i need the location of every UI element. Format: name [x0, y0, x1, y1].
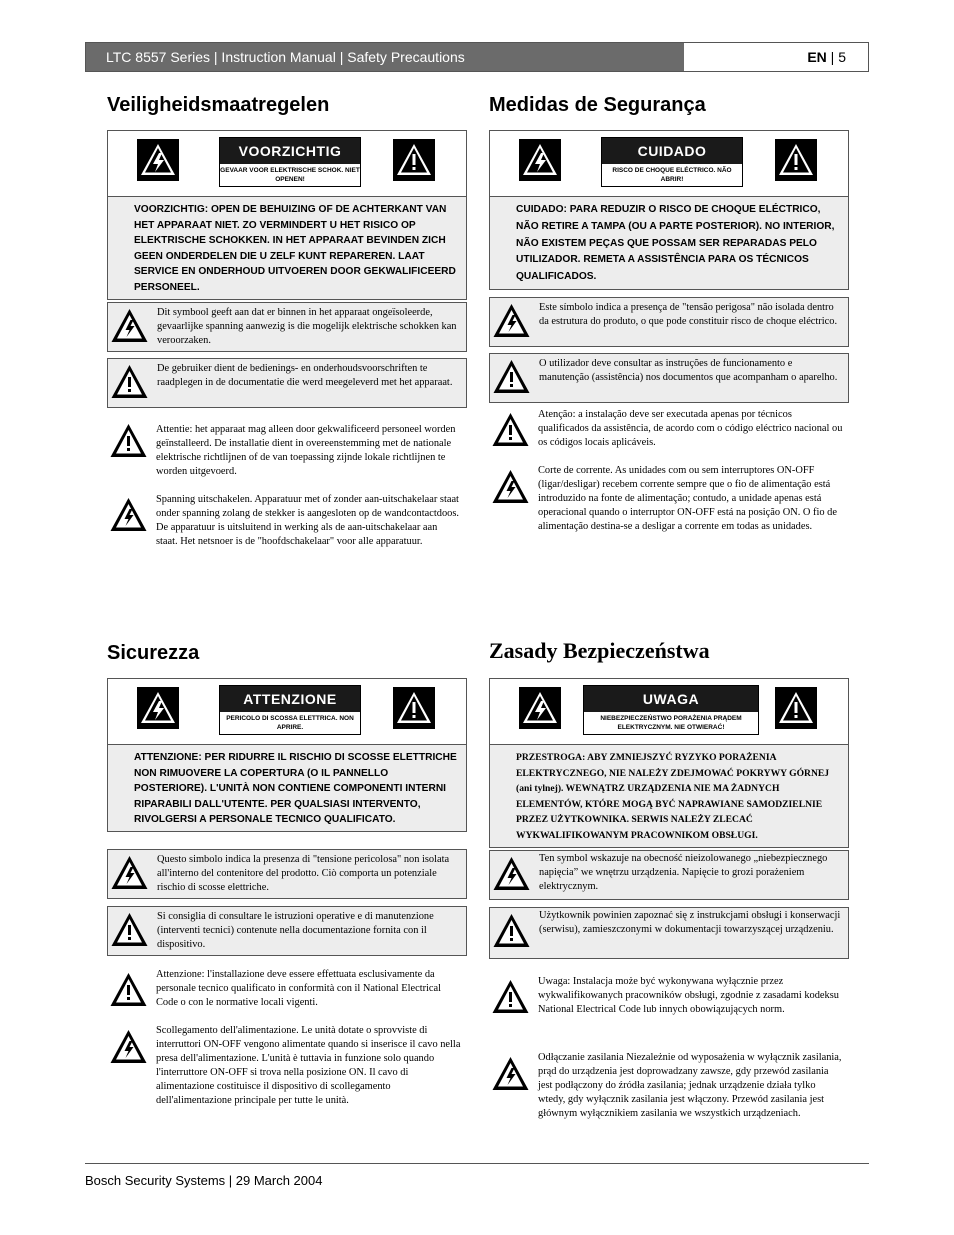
header-separator: | — [830, 49, 835, 65]
bolt-warning-icon — [108, 852, 151, 894]
exclamation-warning-icon — [108, 361, 151, 403]
safety-item — [107, 906, 467, 956]
bolt-warning-icon — [107, 1026, 150, 1068]
section-title: Zasady Bezpieczeństwa — [489, 638, 710, 663]
section-title: Medidas de Segurança — [489, 94, 706, 116]
safety-item-text: Odłączanie zasilania Niezależnie od wyposażenia w wyłącznik zasilania, prąd do urządzenia jest doprowadzany zawsze, gdy przewód zasilania jest podłączony do źródła zasilania; jednak urządzenie działa tylko wtedy, gdy wyłącznik zasilania jest włączony. Przewód zasilania jest głównym wyłącznikiem zasilania we wszystkich urządzeniach. — [538, 1052, 842, 1119]
safety-item-text: Uwaga: Instalacja może być wykonywana wyłącznie przez wykwalifikowanych pracowników obsługi, zgodnie z zasadami kodeksu National Electrical Code lub innych obowiązujących norm. — [538, 976, 839, 1015]
safety-item — [489, 353, 849, 403]
safety-item — [489, 1048, 849, 1138]
safety-item — [107, 302, 467, 352]
safety-item — [489, 297, 849, 347]
section-title: Sicurezza — [107, 642, 200, 664]
warning-text: CUIDADO: PARA REDUZIR O RISCO DE CHOQUE ELÉCTRICO, NÃO RETIRE A TAMPA (OU A PARTE POSTERIOR). NO INTERIOR, NÃO EXISTEM PEÇAS QUE POSSAM SER REPARADAS PELO UTILIZADOR. REMETA A ASSISTÊNCIA PARA OS TÉCNICOS QUALIFICADOS. — [490, 197, 848, 289]
exclamation-warning-icon — [393, 139, 435, 181]
warning-text: VOORZICHTIG: OPEN DE BEHUIZING OF DE ACHTERKANT VAN HET APPARAAT NIET. ZO VERMINDERT U HET RISICO OP ELEKTRISCHE SCHOKKEN. IN HET APPARAAT BEVINDEN ZICH GEEN ONDERDELEN DIE U ZELF KUNT REPAREREN. LAAT SERVICE EN ONDERHOUD UITVOEREN DOOR GEKWALIFICEERD PERSONEEL. — [108, 197, 466, 299]
caution-label — [219, 685, 361, 735]
exclamation-warning-icon — [107, 420, 150, 462]
safety-item — [489, 907, 849, 959]
caution-label — [601, 137, 743, 187]
section-polish — [489, 638, 851, 1119]
exclamation-warning-icon — [108, 909, 151, 951]
section-title: Veiligheidsmaatregelen — [107, 94, 330, 116]
bolt-warning-icon — [519, 139, 561, 181]
warning-text: ATTENZIONE: PER RIDURRE IL RISCHIO DI SCOSSE ELETTRICHE NON RIMUOVERE LA COPERTURA (O IL PANNELLO POSTERIORE). L'UNITÀ NON CONTIENE COMPONENTI INTERNI RIPARABILI DALL'UTENTE. PER QUALSIASI INTERVENTO, RIVOLGERSI A PERSONALE TECNICO QUALIFICATO. — [108, 745, 466, 831]
safety-item-text: Questo simbolo indica la presenza di "tensione pericolosa" non isolata all'interno del contenitore del prodotto. Ciò comporta un potenziale rischio di scosse elettriche. — [157, 854, 450, 893]
safety-item-text: O utilizador deve consultar as instruções de funcionamento e manutenção (assistência) nos documentos que acompanham o aparelho. — [539, 358, 838, 383]
bolt-warning-icon — [108, 305, 151, 347]
section-italian — [107, 640, 469, 1106]
safety-item-text: Attenzione: l'installazione deve essere effettuata esclusivamente da personale tecnico qualificato in conformità con il National Electrical Code o con le normative locali vigenti. — [156, 969, 442, 1008]
caution-label — [583, 685, 759, 735]
warning-text: PRZESTROGA: ABY ZMNIEJSZYĆ RYZYKO PORAŻENIA ELEKTRYCZNEGO, NIE NALEŻY ZDEJMOWAĆ POKRYWY GÓRNEJ (ani tylnej). WEWNĄTRZ URZĄDZENIA NIE MA ŻADNYCH ELEMENTÓW, KTÓRE MOGĄ BYĆ NAPRAWIANE SAMODZIELNIE PRZEZ UŻYTKOWNIKA. SERWIS NALEŻY ZLECAĆ WYKWALIFIKOWANYM PRACOWNIKOM OBSŁUGI. — [490, 745, 848, 847]
bolt-warning-icon — [489, 466, 532, 508]
caution-label-title: VOORZICHTIG — [220, 138, 360, 164]
safety-item — [107, 358, 467, 408]
header-page-number: 5 — [838, 49, 846, 65]
caution-label-subtitle: RISCO DE CHOQUE ELÉCTRICO. NÃO ABRIR! — [612, 167, 732, 183]
warning-box — [107, 130, 467, 300]
footer-text: Bosch Security Systems | 29 March 2004 — [85, 1173, 323, 1188]
caution-label-subtitle: GEVAAR VOOR ELEKTRISCHE SCHOK. NIET OPENEN! — [220, 167, 360, 183]
exclamation-warning-icon — [775, 687, 817, 729]
exclamation-warning-icon — [775, 139, 817, 181]
caution-label-title: UWAGA — [584, 686, 758, 712]
caution-label-subtitle: PERICOLO DI SCOSSA ELETTRICA. NON APRIRE. — [226, 715, 354, 731]
safety-item-text: Corte de corrente. As unidades com ou sem interruptores ON-OFF (ligar/desligar) recebem corrente sempre que o fio de alimentação está introduzido na fonte de alimentação; contudo, a unidade apenas está operacional quando o interruptor ON-OFF está na posição ON. O fio de alimentação destina-se a desligar a corrente em todas as unidades. — [538, 465, 837, 532]
bolt-warning-icon — [519, 687, 561, 729]
exclamation-warning-icon — [489, 409, 532, 451]
bolt-warning-icon — [490, 853, 533, 895]
exclamation-warning-icon — [107, 969, 150, 1011]
safety-item — [107, 490, 467, 570]
caution-label-title: CUIDADO — [602, 138, 742, 164]
exclamation-warning-icon — [489, 976, 532, 1018]
caution-label-subtitle: NIEBEZPIECZEŃSTWO PORAŻENIA PRĄDEM ELEKTRYCZNYM. NIE OTWIERAĆ! — [600, 715, 742, 731]
safety-item — [107, 420, 467, 490]
exclamation-warning-icon — [393, 687, 435, 729]
section-dutch — [107, 92, 469, 547]
safety-item-text: Ten symbol wskazuje na obecność nieizolowanego „niebezpiecznego napięcia” we wnętrzu urządzenia. Napięcie to grozi porażeniem elektrycznym. — [539, 853, 828, 892]
caution-label-title: ATTENZIONE — [220, 686, 360, 712]
safety-item-text: Dit symbool geeft aan dat er binnen in het apparaat ongeïsoleerde, gevaarlijke spanning aanwezig is die mogelijk elektrische schokken kan veroorzaken. — [157, 307, 457, 346]
header-lang: EN — [807, 49, 827, 65]
safety-item-text: Si consiglia di consultare le istruzioni operative e di manutenzione (interventi tecnici) contenute nella documentazione fornita con il dispositivo. — [157, 911, 434, 950]
exclamation-warning-icon — [490, 910, 533, 952]
safety-item-text: De gebruiker dient de bedienings- en onderhoudsvoorschriften te raadplegen in de documentatie die werd meegeleverd met het apparaat. — [157, 363, 453, 388]
safety-item — [489, 972, 849, 1042]
safety-item — [107, 1021, 467, 1116]
section-portuguese — [489, 92, 851, 532]
safety-item-text: Attentie: het apparaat mag alleen door gekwalificeerd personeel worden geïnstalleerd. De installatie dient in overeenstemming met de nationale elektrische richtlijnen of de van toepassing zijnde lokale richtlijnen te worden uitgevoerd. — [156, 424, 456, 477]
header-title: LTC 8557 Series | Instruction Manual | Safety Precautions — [86, 43, 684, 71]
exclamation-warning-icon — [490, 356, 533, 398]
bolt-warning-icon — [489, 1053, 532, 1095]
bolt-warning-icon — [137, 139, 179, 181]
bolt-warning-icon — [490, 300, 533, 342]
safety-item-text: Użytkownik powinien zapoznać się z instrukcjami obsługi i konserwacji (serwisu), zamieszczonymi w dokumentacji towarzyszącej urządzeniu. — [539, 910, 841, 935]
bolt-warning-icon — [107, 494, 150, 536]
header-page-info — [684, 43, 868, 71]
safety-item — [489, 461, 849, 551]
safety-item-text: Este símbolo indica a presença de "tensão perigosa" não isolada dentro da estrutura do produto, o que pode constituir risco de choque eléctrico. — [539, 302, 838, 327]
footer-divider — [85, 1163, 869, 1164]
bolt-warning-icon — [137, 687, 179, 729]
warning-box — [107, 678, 467, 832]
safety-item-text: Scollegamento dell'alimentazione. Le unità dotate o sprovviste di interruttori ON-OFF vengono alimentate quando si inserisce il cavo nella presa dell'alimentazione. L'unità è tuttavia in funzione solo quando l'interruttore ON-OFF si trova nella posizione ON. Il cavo di alimentazione costituisce il dispositivo di scollegamento dell'alimentazione principale per tutte le unità. — [156, 1025, 461, 1106]
page-header — [85, 42, 869, 72]
safety-item — [107, 965, 467, 1021]
safety-item — [489, 405, 849, 461]
safety-item — [107, 849, 467, 899]
safety-item-text: Atenção: a instalação deve ser executada apenas por técnicos qualificados da assistência, de acordo com o código eléctrico nacional ou os códigos locais aplicáveis. — [538, 409, 843, 448]
safety-item — [489, 850, 849, 900]
warning-box — [489, 678, 849, 848]
caution-label — [219, 137, 361, 187]
safety-item-text: Spanning uitschakelen. Apparatuur met of zonder aan-uitschakelaar staat onder spanning zolang de stekker is aangesloten op de wandcontactdoos. De apparatuur is uitsluitend in werking als de aan-uitschakelaar aan staat. Het netsnoer is de "hoofdschakelaar" voor alle apparatuur. — [156, 494, 459, 547]
warning-box — [489, 130, 849, 290]
